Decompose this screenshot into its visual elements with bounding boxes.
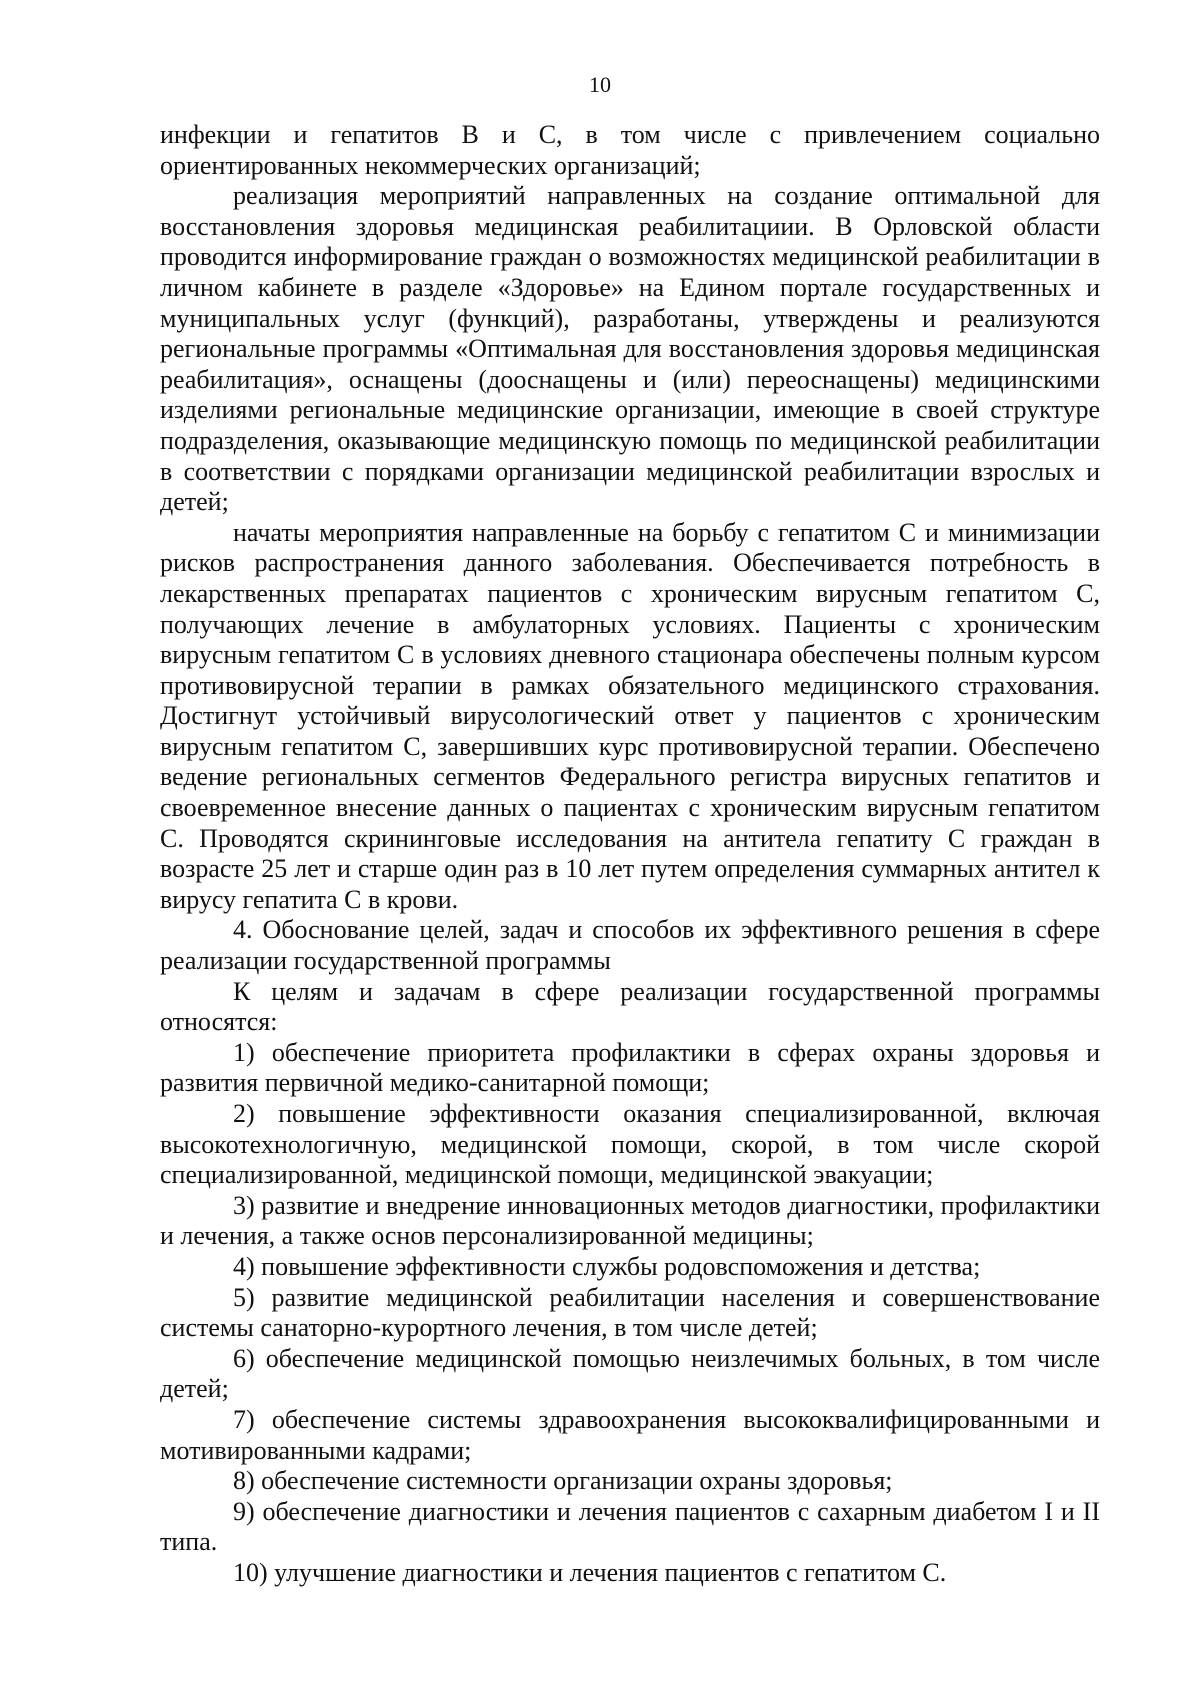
list-item-8: 8) обеспечение системности организации охраны здоровья; (233, 1466, 893, 1496)
list-item-7: 7) обеспечение системы здравоохранения высококвалифицированными и мотивированными кадрами; (160, 1404, 1100, 1465)
list-item-9: 9) обеспечение диагностики и лечения пациентов с сахарным диабетом I и II типа. (160, 1496, 1100, 1557)
list-item-1: 1) обеспечение приоритета профилактики в сферах охраны здоровья и развития первичной медико-санитарной помощи; (160, 1037, 1100, 1098)
list-item-10: 10) улучшение диагностики и лечения пациентов с гепатитом С. (233, 1557, 947, 1587)
list-item-6: 6) обеспечение медицинской помощью неизлечимых больных, в том числе детей; (160, 1343, 1100, 1404)
paragraph-3: начаты мероприятия направленные на борьбу с гепатитом С и минимизации рисков распространения данного заболевания. Обеспечивается потребность в лекарственных препаратах пациентов с хроническим вирусным гепатитом С, получающих лечение в амбулаторных условиях. Пациенты с хроническим вирусным гепатитом С в условиях дневного стационара обеспечены полным курсом противовирусной терапии в рамках обязательного медицинского страхования. Достигнут устойчивый вирусологический ответ у пациентов с хроническим вирусным гепатитом С, завершивших курс противовирусной терапии. Обеспечено ведение региональных сегментов Федерального регистра вирусных гепатитов и своевременное внесение данных о пациентах с хроническим вирусным гепатитом С. Проводятся скрининговые исследования на антитела гепатиту С граждан в возрасте 25 лет и старше один раз в 10 лет путем определения суммарных антител к вирусу гепатита С в крови. (160, 517, 1100, 914)
section-heading: 4. Обоснование целей, задач и способов их эффективного решения в сфере реализации государственной программы (160, 915, 1100, 976)
paragraph-goals-intro: К целям и задачам в сфере реализации государственной программы относятся: (160, 976, 1100, 1037)
list-item-5: 5) развитие медицинской реабилитации населения и совершенствование системы санаторно-курортного лечения, в том числе детей; (160, 1282, 1100, 1343)
page-number: 10 (589, 72, 611, 97)
list-item-3: 3) развитие и внедрение инновационных методов диагностики, профилактики и лечения, а также основ персонализированной медицины; (160, 1190, 1100, 1251)
document-body (160, 120, 1100, 1589)
list-item-4: 4) повышение эффективности службы родовспоможения и детства; (233, 1251, 981, 1281)
paragraph-2: реализация мероприятий направленных на создание оптимальной для восстановления здоровья медицинская реабилитациии. В Орловской области проводится информирование граждан о возможностях медицинской реабилитации в личном кабинете в разделе «Здоровье» на Едином портале государственных и муниципальных услуг (функций), разработаны, утверждены и реализуются региональные программы «Оптимальная для восстановления здоровья медицинская реабилитация», оснащены (дооснащены и (или) переоснащены) медицинскими изделиями региональные медицинские организации, имеющие в своей структуре подразделения, оказывающие медицинскую помощь по медицинской реабилитации в соответствии с порядками организации медицинской реабилитации взрослых и детей; (160, 181, 1100, 517)
list-item-2: 2) повышение эффективности оказания специализированной, включая высокотехнологичную, медицинской помощи, скорой, в том числе скорой специализированной, медицинской помощи, медицинской эвакуации; (160, 1099, 1100, 1190)
paragraph-1: инфекции и гепатитов В и С, в том числе с привлечением социально ориентированных некоммерческих организаций; (160, 120, 1100, 180)
